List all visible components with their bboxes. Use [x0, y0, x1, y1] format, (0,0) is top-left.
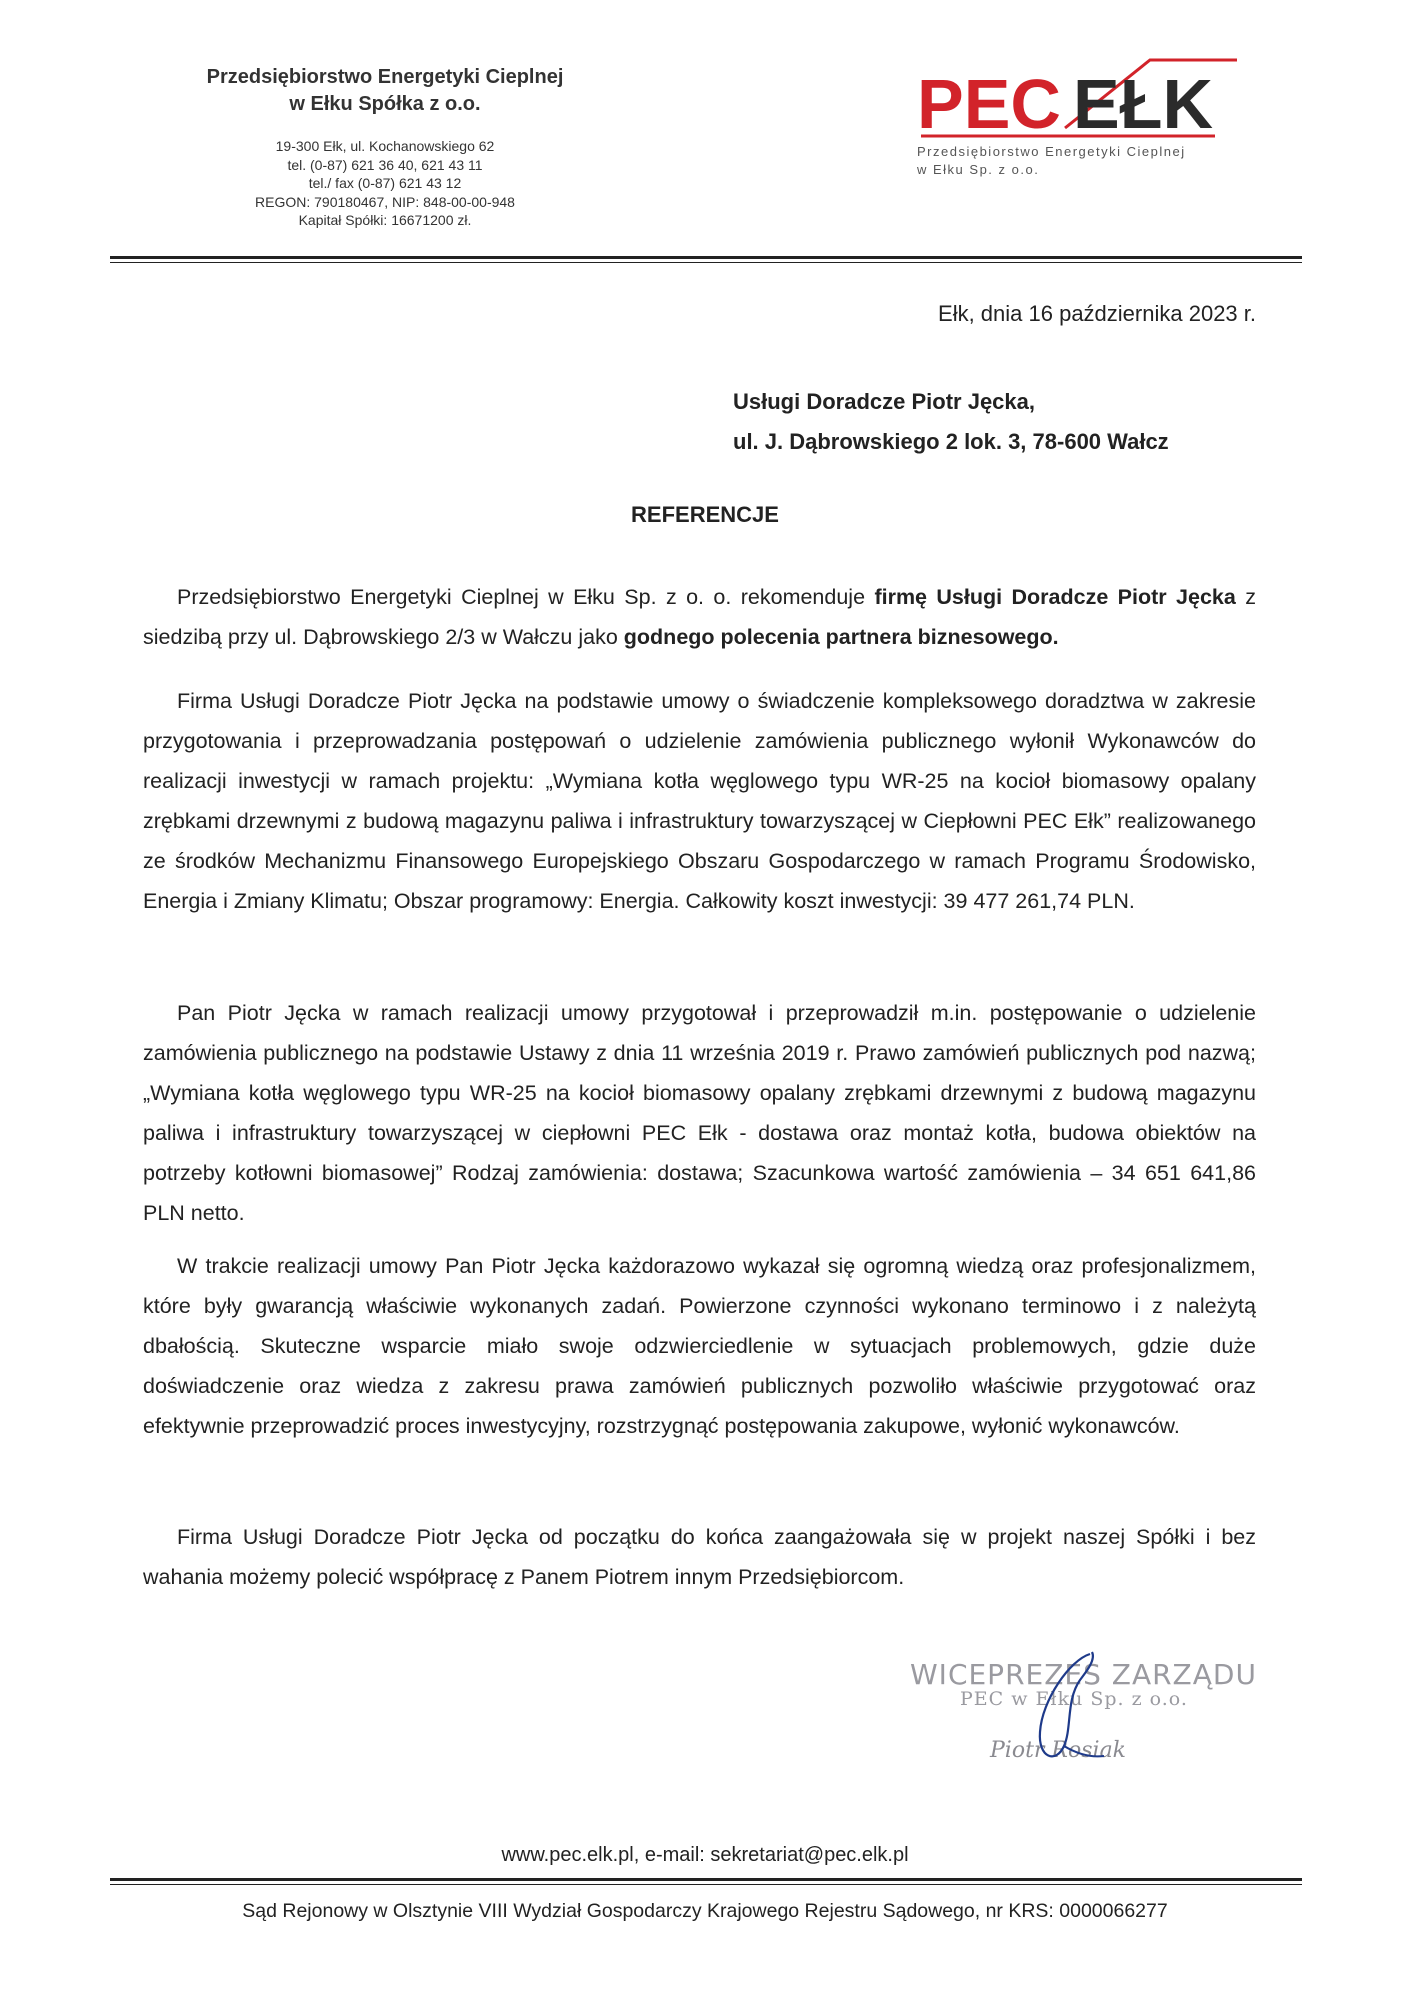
company-regon-nip: REGON: 790180467, NIP: 848-00-00-948 — [255, 193, 515, 210]
header-rule-top — [110, 256, 1302, 259]
footer-rule-top — [110, 1878, 1302, 1881]
paragraph-1-part-b: firmę Usługi Doradcze Piotr Jęcka — [874, 585, 1236, 609]
handwritten-signature — [1000, 1640, 1130, 1770]
company-name-line1: Przedsiębiorstwo Energetyki Cieplnej — [206, 66, 564, 88]
paragraph-1-part-a: Przedsiębiorstwo Energetyki Cieplnej w Ełku Sp. z o. o. rekomenduje — [177, 585, 875, 609]
footer-contact: www.pec.elk.pl, e-mail: sekretariat@pec.elk.pl — [501, 1844, 909, 1866]
company-details — [200, 137, 570, 230]
logo-text-pec: PEC — [917, 65, 1061, 143]
footer-court-registry: Sąd Rejonowy w Olsztynie VIII Wydział Gospodarczy Krajowego Rejestru Sądowego, nr KRS: 0000066277 — [242, 1900, 1168, 1922]
logo-text-elk: EŁK — [1073, 65, 1213, 143]
company-name-line2: w Ełku Spółka z o.o. — [289, 93, 481, 115]
logo-subtitle — [917, 143, 1186, 179]
header-rule-bottom — [110, 262, 1302, 263]
letter-date: Ełk, dnia 16 października 2023 r. — [938, 301, 1256, 326]
addressee-line2: ul. J. Dąbrowskiego 2 lok. 3, 78-600 Wałcz — [733, 429, 1169, 454]
paragraph-5: Firma Usługi Doradcze Piotr Jęcka od początku do końca zaangażowała się w projekt naszej Spółki i bez wahania możemy polecić współpracę z Panem Piotrem innym Przedsiębiorcom. — [143, 1525, 1256, 1589]
logo-subtitle-line1: Przedsiębiorstwo Energetyki Cieplnej — [917, 144, 1186, 159]
addressee — [733, 382, 1169, 462]
paragraph-3: Pan Piotr Jęcka w ramach realizacji umowy przygotował i przeprowadził m.in. postępowanie o udzielenie zamówienia publicznego na podstawie Ustawy z dnia 11 września 2019 r. Prawo zamówień publicznych pod nazwą; „Wymiana kotła węglowego typu WR-25 na kocioł biomasowy opalany zrębkami drzewnymi z budową magazynu paliwa i infrastruktury towarzyszącej w ciepłowni PEC Ełk - dostawa oraz montaż kotła, budowa obiektów na potrzeby kotłowni biomasowej” Rodzaj zamówienia: dostawa; Szacunkowa wartość zamówienia – 34 651 641,86 PLN netto. — [143, 1001, 1256, 1225]
company-address: 19-300 Ełk, ul. Kochanowskiego 62 — [275, 138, 495, 154]
letter-title: REFERENCJE — [631, 502, 779, 527]
paragraph-1-part-d: godnego polecenia partnera biznesowego. — [623, 625, 1059, 649]
paragraph-1 — [143, 577, 1256, 657]
company-capital: Kapitał Spółki: 16671200 zł. — [298, 212, 472, 228]
addressee-line1: Usługi Doradcze Piotr Jęcka, — [733, 389, 1035, 414]
company-name — [170, 64, 600, 118]
footer-rule-bottom — [110, 1884, 1302, 1885]
company-phone: tel. (0-87) 621 36 40, 621 43 11 — [287, 156, 483, 173]
logo-subtitle-line2: w Ełku Sp. z o.o. — [917, 162, 1040, 177]
paragraph-1-part-c: z siedzibą przy ul. Dąbrowskiego 2/3 w Wałczu jako — [143, 585, 1256, 649]
stamp-name: Piotr Rosiak — [990, 1738, 1127, 1763]
paragraph-2: Firma Usługi Doradcze Piotr Jęcka na podstawie umowy o świadczenie kompleksowego doradztwa w zakresie przygotowania i przeprowadzania postępowań o udzielenie zamówienia publicznego wyłonił Wykonawców do realizacji inwestycji w ramach projektu: „Wymiana kotła węglowego typu WR-25 na kocioł biomasowy opalany zrębkami drzewnymi z budową magazynu paliwa i infrastruktury towarzyszącej w Ciepłowni PEC Ełk” realizowanego ze środków Mechanizmu Finansowego Europejskiego Obszaru Gospodarczego w ramach Programu Środowisko, Energia i Zmiany Klimatu; Obszar programowy: Energia. Całkowity koszt inwestycji: 39 477 261,74 PLN. — [143, 689, 1256, 913]
stamp-organization: PEC w Ełku Sp. z o.o. — [960, 1688, 1188, 1710]
company-fax: tel./ fax (0-87) 621 43 12 — [308, 175, 462, 191]
paragraph-4: W trakcie realizacji umowy Pan Piotr Jęcka każdorazowo wykazał się ogromną wiedzą oraz profesjonalizmem, które były gwarancją właściwie wykonanych zadań. Powierzone czynności wykonano terminowo i z należytą dbałością. Skuteczne wsparcie miało swoje odzwierciedlenie w sytuacjach problemowych, gdzie duże doświadczenie oraz wiedza z zakresu prawa zamówień publicznych pozwoliło właściwie przygotować oraz efektywnie przeprowadzić proces inwestycyjny, rozstrzygnąć postępowania zakupowe, wyłonić wykonawców. — [143, 1254, 1256, 1438]
stamp-role: WICEPREZES ZARZĄDU — [910, 1658, 1257, 1691]
